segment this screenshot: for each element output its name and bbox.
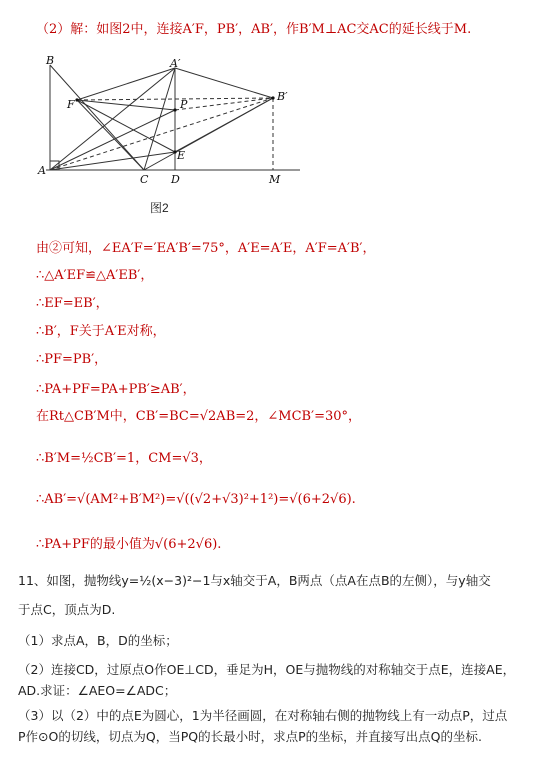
- problem-line-2: 于点C，顶点为D.: [18, 602, 116, 617]
- label-e: E: [177, 149, 186, 162]
- problem-part-3a: （3）以（2）中的点E为圆心，1为半径画圆，在对称轴右侧的抛物线上有一动点P，过点: [18, 708, 508, 723]
- step-3: ∴EF=EB′，: [36, 296, 109, 311]
- step-2: ∴△A′EF≌△A′EB′，: [36, 268, 154, 283]
- dashed-p-b-prime: [175, 98, 273, 110]
- problem-part-2b: AD.求证：∠AEO=∠ADC；: [18, 683, 177, 698]
- line-f-a-prime: [77, 68, 175, 100]
- label-d: D: [171, 173, 180, 186]
- label-m: M: [269, 173, 281, 186]
- line-bc: [50, 65, 144, 170]
- problem-part-3b: P作⊙O的切线，切点为Q，当PQ的长最小时，求点P的坐标，并直接写出点Q的坐标.: [18, 729, 482, 744]
- label-f: F: [67, 98, 75, 111]
- line-fc: [77, 100, 144, 170]
- geometry-figure: [30, 50, 320, 190]
- step-8: ∴B′M=½CB′=1，CM=√3，: [36, 451, 212, 466]
- label-a: A: [38, 164, 46, 177]
- step-1: 由②可知，∠EA′F=′EA′B′=75°，A′E=A′E，A′F=A′B′，: [36, 241, 376, 256]
- point-b-prime: [271, 96, 274, 99]
- step-4: ∴B′，F关于A′E对称，: [36, 324, 166, 339]
- step-5: ∴PF=PB′，: [36, 352, 108, 367]
- figure-caption: 图2: [150, 201, 169, 215]
- step-9: ∴AB′=√(AM²+B′M²)=√((√2+√3)²+1²)=√(6+2√6).: [36, 492, 356, 507]
- label-c: C: [140, 173, 149, 186]
- problem-line-1: 11、如图，抛物线y=½(x−3)²−1与x轴交于A，B两点（点A在点B的左侧），与y轴交: [18, 573, 491, 588]
- step-7: 在Rt△CB′M中，CB′=BC=√2AB=2，∠MCB′=30°，: [36, 409, 362, 424]
- problem-part-1: （1）求点A，B，D的坐标；: [18, 633, 178, 648]
- label-b: B: [46, 54, 55, 67]
- label-p: P: [180, 98, 188, 111]
- point-f: [75, 98, 78, 101]
- point-p: [173, 108, 176, 111]
- step-6: ∴PA+PF=PA+PB′≥AB′，: [36, 382, 196, 397]
- label-b-prime: B′: [277, 90, 288, 103]
- problem-part-2a: （2）连接CD，过原点O作OE⊥CD，垂足为H，OE与抛物线的对称轴交于点E，连接AE，: [18, 662, 516, 677]
- label-a-prime: A′: [170, 57, 181, 70]
- solution-intro: （2）解：如图2中，连接A′F，PB′，AB′，作B′M⊥AC交AC的延长线于M.: [36, 22, 472, 37]
- line-a-prime-b-prime: [175, 68, 273, 98]
- step-10: ∴PA+PF的最小值为√(6+2√6).: [36, 537, 222, 552]
